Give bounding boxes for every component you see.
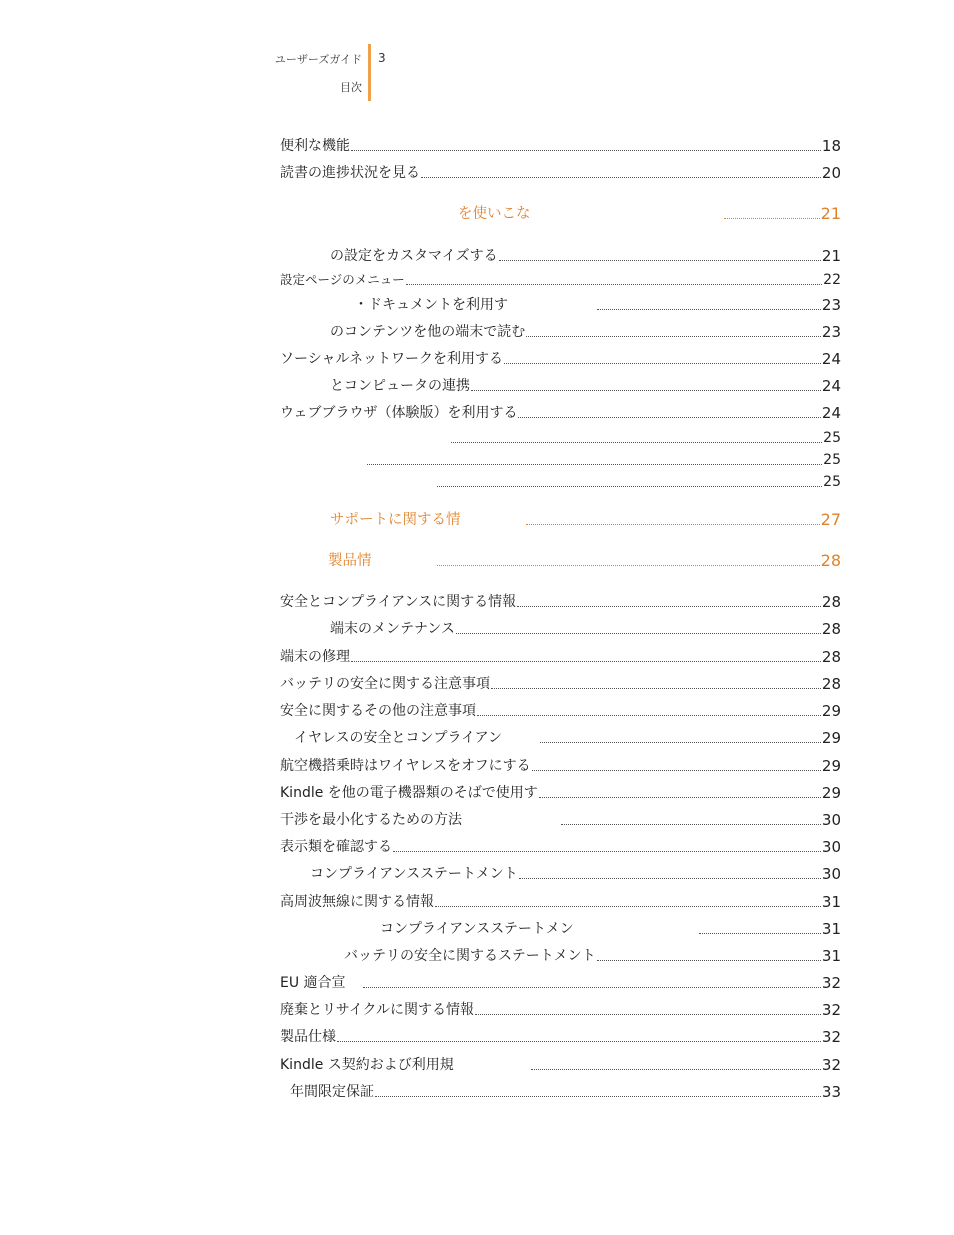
toc-dot-leader <box>518 416 820 418</box>
section-label: 目次 <box>340 81 362 94</box>
toc-dot-leader <box>532 769 821 771</box>
toc-entry[interactable] <box>280 727 841 747</box>
toc-entry-title: Kindle を他の電子機器類のそばで使用す <box>280 785 538 801</box>
toc-entry-page: 28 <box>820 551 841 570</box>
toc-entry[interactable] <box>280 402 841 422</box>
toc-entry-page: 25 <box>823 452 841 468</box>
toc-entry-title: バッテリの安全に関する注意事項 <box>280 676 490 692</box>
toc-entry-page: 21 <box>820 204 841 223</box>
toc-entry-title: 設定ページのメニュー <box>280 272 405 287</box>
toc-entry-page: 24 <box>821 404 841 422</box>
toc-dot-leader <box>699 932 821 934</box>
toc-dot-leader <box>519 877 821 879</box>
toc-entry-title: 安全に関するその他の注意事項 <box>280 703 476 719</box>
toc-entry-title: コンプライアンスステートメン <box>380 921 574 937</box>
toc-entry-page: 32 <box>821 974 841 992</box>
toc-entry-page: 24 <box>821 377 841 395</box>
toc-entry[interactable] <box>280 1081 841 1101</box>
toc-entry-page: 23 <box>821 296 841 314</box>
toc-entry-title: 製品仕様 <box>280 1029 336 1045</box>
toc-dot-leader <box>540 741 821 743</box>
toc-dot-leader <box>499 259 821 261</box>
toc-entry[interactable] <box>280 245 841 265</box>
toc-entry-title: EU 適合宣 <box>280 975 346 991</box>
toc-dot-leader <box>526 335 821 337</box>
toc-entry[interactable] <box>280 755 841 775</box>
toc-entry[interactable] <box>280 591 841 611</box>
toc-entry[interactable] <box>280 348 841 368</box>
toc-entry-title: サポートに関する情 <box>330 512 461 528</box>
toc-entry[interactable] <box>280 945 841 965</box>
toc-entry[interactable] <box>280 294 841 314</box>
toc-dot-leader <box>504 362 821 364</box>
toc-section-heading[interactable] <box>280 550 841 570</box>
toc-entry[interactable] <box>280 162 841 182</box>
toc-entry[interactable] <box>280 809 841 829</box>
toc-entry-title: 表示類を確認する <box>280 839 392 855</box>
toc-entry-title: バッテリの安全に関するステートメント <box>344 948 596 964</box>
toc-entry-title: 製品情 <box>328 553 372 569</box>
toc-entry-page: 22 <box>823 272 841 288</box>
toc-entry-title: 航空機搭乗時はワイヤレスをオフにする <box>280 758 531 774</box>
toc-dot-leader <box>406 283 822 285</box>
toc-entry-page: 33 <box>821 1083 841 1101</box>
toc-entry-page: 32 <box>821 1028 841 1046</box>
toc-dot-leader <box>437 485 822 487</box>
toc-entry-page: 20 <box>821 164 841 182</box>
toc-entry[interactable] <box>280 646 841 666</box>
toc-entry-page: 28 <box>821 648 841 666</box>
toc-dot-leader <box>363 986 821 988</box>
toc-dot-leader <box>539 796 821 798</box>
toc-entry[interactable] <box>280 269 841 289</box>
toc-dot-leader <box>724 217 820 219</box>
toc-entry-page: 21 <box>821 247 841 265</box>
toc-dot-leader <box>531 1068 821 1070</box>
guide-title: ユーザーズガイド <box>274 53 362 66</box>
toc-dot-leader <box>456 632 821 634</box>
toc-dot-leader <box>367 463 822 465</box>
toc-dot-leader <box>437 564 820 566</box>
toc-section-heading[interactable] <box>280 509 841 529</box>
toc-entry[interactable] <box>280 918 841 938</box>
toc-entry-title: Kindle ス契約および利用規 <box>280 1057 454 1073</box>
toc-entry[interactable] <box>280 700 841 720</box>
toc-entry[interactable] <box>280 782 841 802</box>
toc-dot-leader <box>451 441 822 443</box>
toc-dot-leader <box>491 687 821 689</box>
toc-dot-leader <box>393 850 821 852</box>
toc-dot-leader <box>421 176 821 178</box>
toc-entry-page: 30 <box>821 865 841 883</box>
toc-entry-title: コンプライアンスステートメント <box>310 866 518 882</box>
toc-entry-title: ・ドキュメントを利用す <box>354 297 508 313</box>
toc-entry-title: 干渉を最小化するための方法 <box>280 812 462 828</box>
toc-entry[interactable] <box>280 135 841 155</box>
toc-entry-title: ウェブブラウザ（体験版）を利用する <box>280 405 518 421</box>
toc-entry-page: 28 <box>821 675 841 693</box>
toc-entry-page: 30 <box>821 811 841 829</box>
toc-entry-title: の設定をカスタマイズする <box>330 248 498 264</box>
toc-dot-leader <box>526 523 820 525</box>
toc-section-heading[interactable] <box>280 203 841 223</box>
toc-entry-title: のコンテンツを他の端末で読む <box>330 324 526 340</box>
toc-entry-title: ソーシャルネットワークを利用する <box>280 351 504 367</box>
toc-entry-page: 31 <box>821 893 841 911</box>
toc-entry-page: 28 <box>821 620 841 638</box>
toc-entry[interactable] <box>280 673 841 693</box>
toc-entry-title: 廃棄とリサイクルに関する情報 <box>280 1002 475 1018</box>
toc-entry[interactable] <box>280 449 841 469</box>
toc-entry-page: 31 <box>821 947 841 965</box>
toc-dot-leader <box>435 905 821 907</box>
page-number: 3 <box>378 51 386 65</box>
toc-entry-title: 年間限定保証 <box>290 1084 374 1100</box>
toc-entry-title: を使いこな <box>458 206 531 222</box>
toc-entry-page: 32 <box>821 1056 841 1074</box>
toc-entry-title: 便利な機能 <box>280 138 350 154</box>
toc-entry-page: 30 <box>821 838 841 856</box>
toc-entry[interactable] <box>280 972 841 992</box>
toc-entry[interactable] <box>280 1054 841 1074</box>
toc-dot-leader <box>471 389 821 391</box>
toc-entry-page: 32 <box>821 1001 841 1019</box>
toc-entry-page: 29 <box>821 784 841 802</box>
toc-dot-leader <box>351 149 821 151</box>
toc-entry-page: 23 <box>821 323 841 341</box>
toc-entry-page: 24 <box>821 350 841 368</box>
toc-dot-leader <box>597 308 821 310</box>
toc-entry-title: 安全とコンプライアンスに関する情報 <box>280 594 517 610</box>
toc-entry[interactable] <box>280 375 841 395</box>
toc-entry-title: 端末のメンテナンス <box>330 621 455 637</box>
toc-dot-leader <box>561 823 821 825</box>
toc-dot-leader <box>517 605 821 607</box>
toc-entry[interactable] <box>280 427 841 447</box>
toc-entry-page: 31 <box>821 920 841 938</box>
toc-entry-page: 18 <box>821 137 841 155</box>
toc-entry-title: イヤレスの安全とコンプライアン <box>294 730 503 746</box>
toc-entry[interactable] <box>280 321 841 341</box>
toc-entry-page: 27 <box>820 510 841 529</box>
toc-entry-title: 端末の修理 <box>280 649 350 665</box>
toc-entry-page: 25 <box>823 474 841 490</box>
toc-dot-leader <box>477 714 821 716</box>
toc-dot-leader <box>475 1013 821 1015</box>
toc-entry[interactable] <box>280 836 841 856</box>
toc-entry[interactable] <box>280 471 841 491</box>
toc-entry-title: とコンピュータの連携 <box>330 378 470 394</box>
toc-entry-page: 29 <box>821 757 841 775</box>
toc-entry-page: 29 <box>821 729 841 747</box>
toc-entry-title: 高周波無線に関する情報 <box>280 894 434 910</box>
toc-entry-title: 読書の進捗状況を見る <box>280 165 420 181</box>
toc-entry[interactable] <box>280 999 841 1019</box>
toc-dot-leader <box>375 1095 821 1097</box>
toc-entry[interactable] <box>280 863 841 883</box>
toc-entry[interactable] <box>280 891 841 911</box>
toc-entry-page: 28 <box>821 593 841 611</box>
toc-entry-page: 25 <box>823 430 841 446</box>
toc-entry[interactable] <box>280 1026 841 1046</box>
toc-dot-leader <box>337 1040 821 1042</box>
toc-dot-leader <box>351 660 821 662</box>
toc-dot-leader <box>597 959 821 961</box>
toc-entry[interactable] <box>280 618 841 638</box>
toc-entry-page: 29 <box>821 702 841 720</box>
